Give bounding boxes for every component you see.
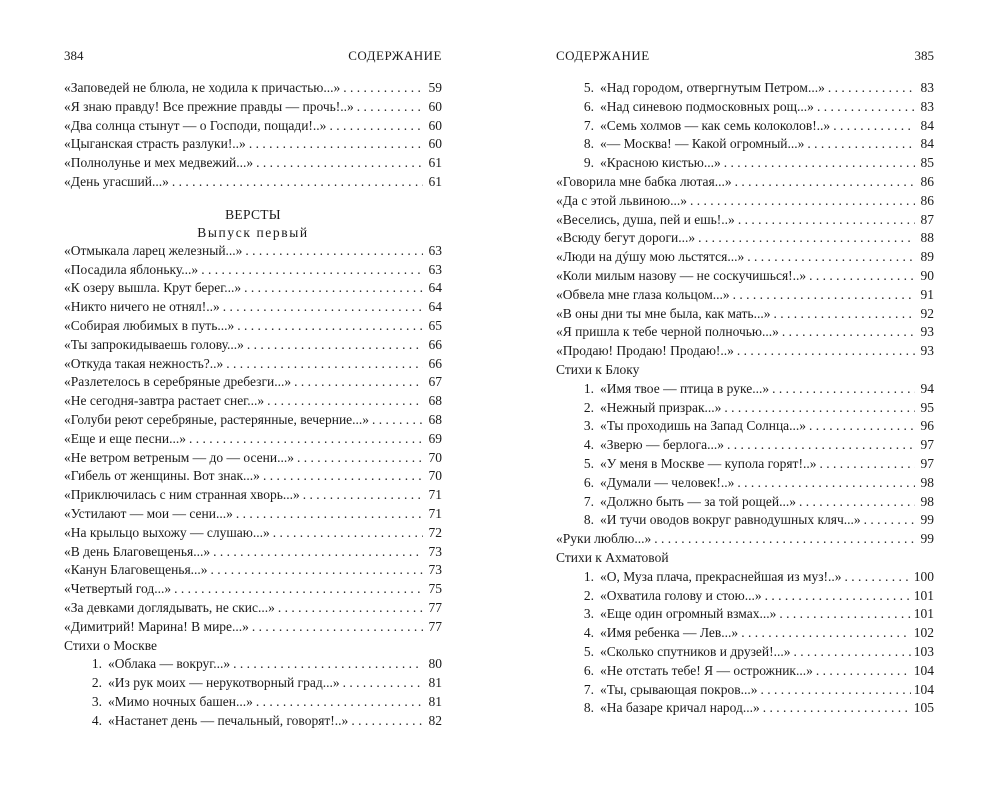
leader-dots <box>773 305 915 324</box>
cycle-title: Стихи к Ахматовой <box>556 549 669 565</box>
entry-page: 64 <box>428 280 442 296</box>
toc-entry <box>64 117 442 136</box>
entry-page: 71 <box>428 505 442 521</box>
leader-dots <box>329 117 423 136</box>
entry-title: «Я знаю правду! Все прежние правды — прочь!..» <box>64 98 354 114</box>
leader-dots <box>733 286 915 305</box>
entry-page: 60 <box>428 117 442 133</box>
toc-entry <box>64 317 442 336</box>
toc-entry <box>64 712 442 731</box>
toc-entry <box>64 355 442 374</box>
entry-title: «Мимо ночных башен...» <box>108 693 253 709</box>
section-subtitle: Выпуск первый <box>197 224 309 240</box>
entry-title: «У меня в Москве — купола горят!..» <box>600 455 817 471</box>
entry-page: 99 <box>920 531 934 547</box>
right-page-header <box>556 48 934 68</box>
leader-dots <box>809 417 915 436</box>
entry-number: 4. <box>91 712 102 728</box>
leader-dots <box>782 323 915 342</box>
entry-title: «Должно быть — за той рощей...» <box>600 493 796 509</box>
entry-page: 95 <box>920 399 934 415</box>
leader-dots <box>799 493 915 512</box>
entry-title: «Еще один огромный взмах...» <box>600 606 777 622</box>
leader-dots <box>833 117 915 136</box>
toc-entry <box>64 449 442 468</box>
leader-dots <box>816 662 911 681</box>
entry-page: 61 <box>428 173 442 189</box>
toc-entry <box>556 530 934 549</box>
entry-title: «В день Благовещенья...» <box>64 543 211 559</box>
leader-dots <box>237 317 423 336</box>
leader-dots <box>864 511 915 530</box>
entry-page: 59 <box>428 80 442 95</box>
toc-entry <box>556 79 934 98</box>
toc-entry <box>64 543 442 562</box>
toc-entry <box>556 474 934 493</box>
leader-dots <box>189 430 423 449</box>
entry-title: «Говорила мне бабка лютая...» <box>556 173 732 189</box>
toc-entry <box>556 455 934 474</box>
entry-title: «Два солнца стынут — о Господи, пощади!..» <box>64 117 327 133</box>
section-title: ВЕРСТЫ <box>225 206 281 222</box>
entry-page: 83 <box>920 98 934 114</box>
entry-page: 93 <box>920 343 934 359</box>
leader-dots <box>256 154 423 173</box>
toc-entry <box>556 605 934 624</box>
leader-dots <box>698 229 915 248</box>
entry-page: 103 <box>913 643 934 659</box>
entry-number: 5. <box>583 455 594 471</box>
entry-number: 8. <box>583 700 594 716</box>
leader-dots <box>735 173 915 192</box>
toc-entry <box>64 599 442 618</box>
toc-list <box>556 380 934 530</box>
toc-entry <box>64 242 442 261</box>
leader-dots <box>807 135 915 154</box>
entry-title: «Облака — вокруг...» <box>108 656 231 672</box>
toc-entry <box>556 305 934 324</box>
entry-page: 68 <box>428 393 442 409</box>
toc-entry <box>556 135 934 154</box>
toc-entry <box>556 229 934 248</box>
cycle-title: Стихи к Блоку <box>556 361 640 377</box>
entry-page: 99 <box>920 512 934 528</box>
toc-entry <box>556 117 934 136</box>
leader-dots <box>654 530 915 549</box>
entry-number: 7. <box>583 117 594 133</box>
entry-page: 102 <box>913 625 934 641</box>
leader-dots <box>343 674 423 693</box>
entry-page: 87 <box>920 211 934 227</box>
left-page-header <box>64 48 442 68</box>
entry-page: 88 <box>920 230 934 246</box>
leader-dots <box>727 436 915 455</box>
leader-dots <box>233 655 423 674</box>
entry-title: «За девками доглядывать, не скис...» <box>64 599 275 615</box>
toc-entry <box>64 373 442 392</box>
leader-dots <box>737 474 915 493</box>
entry-page: 96 <box>920 418 934 434</box>
entry-title: «Руки люблю...» <box>556 531 652 547</box>
entry-number: 3. <box>91 693 102 709</box>
entry-title: «Разлетелось в серебряные дребезги...» <box>64 374 292 390</box>
toc-list <box>556 568 934 718</box>
entry-title: «Еще и еще песни...» <box>64 430 186 446</box>
entry-number: 7. <box>583 493 594 509</box>
leader-dots <box>828 79 915 98</box>
toc-entry <box>556 699 934 718</box>
right-page <box>556 0 934 793</box>
leader-dots <box>213 543 423 562</box>
entry-title: «На базаре кричал народ...» <box>600 700 760 716</box>
entry-page: 84 <box>920 117 934 133</box>
entry-number: 3. <box>583 606 594 622</box>
entry-title: «Над городом, отвергнутым Петром...» <box>600 80 825 95</box>
entry-number: 8. <box>583 136 594 152</box>
toc-entry <box>556 323 934 342</box>
running-head: СОДЕРЖАНИЕ <box>348 48 442 63</box>
entry-page: 63 <box>428 242 442 258</box>
leader-dots <box>351 712 423 731</box>
entry-number: 1. <box>91 656 102 672</box>
entry-page: 98 <box>920 474 934 490</box>
leader-dots <box>738 211 915 230</box>
toc-entry <box>64 154 442 173</box>
leader-dots <box>211 561 423 580</box>
toc-entry <box>64 135 442 154</box>
entry-title: «Имя твое — птица в руке...» <box>600 380 770 396</box>
entry-page: 85 <box>920 155 934 171</box>
toc-entry <box>64 524 442 543</box>
page-number: 384 <box>64 48 84 63</box>
toc-entry <box>64 467 442 486</box>
leader-dots <box>845 568 911 587</box>
entry-number: 8. <box>583 512 594 528</box>
leader-dots <box>247 336 423 355</box>
entry-number: 7. <box>583 681 594 697</box>
toc-entry <box>64 655 442 674</box>
toc-entry <box>64 98 442 117</box>
leader-dots <box>263 467 423 486</box>
toc-list <box>556 173 934 361</box>
toc-list <box>64 242 442 637</box>
entry-page: 100 <box>913 568 934 584</box>
entry-title: «Из рук моих — нерукотворный град...» <box>108 675 340 691</box>
entry-title: «Думали — человек!..» <box>600 474 735 490</box>
toc-entry <box>556 192 934 211</box>
toc-entry <box>64 486 442 505</box>
toc-entry <box>556 681 934 700</box>
entry-title: «Собирая любимых в путь...» <box>64 317 235 333</box>
toc-entry <box>64 298 442 317</box>
entry-title: «Нежный призрак...» <box>600 399 722 415</box>
leader-dots <box>763 699 911 718</box>
leader-dots <box>244 279 423 298</box>
entry-title: «Приключилась с ним странная хворь...» <box>64 487 300 503</box>
leader-dots <box>267 392 423 411</box>
entry-page: 101 <box>913 606 934 622</box>
entry-page: 64 <box>428 299 442 315</box>
toc-list <box>64 655 442 730</box>
toc-entry <box>556 173 934 192</box>
entry-title: «Не сегодня-завтра растает снег...» <box>64 393 265 409</box>
toc-entry <box>556 248 934 267</box>
running-head: СОДЕРЖАНИЕ <box>556 48 650 63</box>
entry-title: «Зверю — берлога...» <box>600 437 725 453</box>
leader-dots <box>794 643 911 662</box>
leader-dots <box>817 98 915 117</box>
entry-title: «Обвела мне глаза кольцом...» <box>556 286 730 302</box>
entry-page: 60 <box>428 136 442 152</box>
entry-page: 73 <box>428 543 442 559</box>
leader-dots <box>772 380 915 399</box>
entry-page: 68 <box>428 411 442 427</box>
entry-page: 75 <box>428 581 442 597</box>
leader-dots <box>278 599 423 618</box>
toc-entry <box>64 674 442 693</box>
toc-entry <box>64 392 442 411</box>
entry-title: «Посадила яблоньку...» <box>64 261 199 277</box>
toc-list <box>556 79 934 173</box>
toc-entry <box>556 286 934 305</box>
entry-page: 97 <box>920 437 934 453</box>
entry-title: «Сколько спутников и друзей!...» <box>600 643 791 659</box>
toc-entry <box>556 417 934 436</box>
toc-entry <box>556 587 934 606</box>
entry-page: 81 <box>428 675 442 691</box>
entry-title: «Коли милым назову — не соскучишься!..» <box>556 267 807 283</box>
leader-dots <box>779 605 910 624</box>
entry-page: 63 <box>428 261 442 277</box>
entry-number: 3. <box>583 418 594 434</box>
toc-entry <box>64 618 442 637</box>
leader-dots <box>297 449 423 468</box>
entry-number: 2. <box>583 399 594 415</box>
toc-entry <box>64 505 442 524</box>
leader-dots <box>372 411 423 430</box>
leader-dots <box>245 242 423 261</box>
toc-entry <box>64 693 442 712</box>
entry-number: 2. <box>91 675 102 691</box>
entry-title: «День угасший...» <box>64 173 169 189</box>
entry-page: 77 <box>428 599 442 615</box>
entry-title: «Охватила голову и стою...» <box>600 587 762 603</box>
entry-page: 67 <box>428 374 442 390</box>
left-page <box>64 0 442 793</box>
leader-dots <box>819 455 915 474</box>
cycle-title: Стихи о Москве <box>64 637 158 653</box>
toc-entry <box>556 380 934 399</box>
entry-title: «Настанет день — печальный, говорят!..» <box>108 712 349 728</box>
entry-number: 5. <box>583 80 594 95</box>
leader-dots <box>761 681 911 700</box>
entry-title: «К озеру вышла. Крут берег...» <box>64 280 242 296</box>
entry-number: 1. <box>583 568 594 584</box>
entry-page: 91 <box>920 286 934 302</box>
toc-entry <box>556 493 934 512</box>
entry-page: 71 <box>428 487 442 503</box>
entry-title: «Ты проходишь на Запад Солнца...» <box>600 418 807 434</box>
entry-title: «Отмыкала ларец железный...» <box>64 242 243 258</box>
entry-title: «Полнолунье и мех медвежий...» <box>64 155 254 171</box>
toc-entry <box>556 568 934 587</box>
entry-title: «Устилают — мои — сени...» <box>64 505 233 521</box>
entry-title: «— Москва! — Какой огромный...» <box>600 136 805 152</box>
entry-page: 73 <box>428 562 442 578</box>
entry-title: «Имя ребенка — Лев...» <box>600 625 739 641</box>
leader-dots <box>357 98 423 117</box>
entry-title: «Над синевою подмосковных рощ...» <box>600 98 814 114</box>
entry-page: 104 <box>913 662 934 678</box>
leader-dots <box>201 261 423 280</box>
entry-number: 4. <box>583 437 594 453</box>
leader-dots <box>741 624 911 643</box>
entry-page: 66 <box>428 336 442 352</box>
toc-entry <box>556 98 934 117</box>
leader-dots <box>765 587 911 606</box>
leader-dots <box>226 355 423 374</box>
entry-page: 84 <box>920 136 934 152</box>
entry-page: 70 <box>428 449 442 465</box>
entry-title: «В оны дни ты мне была, как мать...» <box>556 305 771 321</box>
toc-entry <box>556 624 934 643</box>
toc-entry <box>64 411 442 430</box>
entry-page: 92 <box>920 305 934 321</box>
entry-page: 70 <box>428 468 442 484</box>
toc-entry <box>64 79 442 98</box>
leader-dots <box>343 79 423 98</box>
leader-dots <box>172 173 423 192</box>
entry-title: «Никто ничего не отнял!..» <box>64 299 220 315</box>
entry-title: «Ты, срывающая покров...» <box>600 681 758 697</box>
entry-title: «Веселись, душа, пей и ешь!..» <box>556 211 735 227</box>
entry-page: 81 <box>428 693 442 709</box>
toc-entry <box>556 662 934 681</box>
entry-title: «О, Муза плача, прекраснейшая из муз!..» <box>600 568 842 584</box>
entry-page: 97 <box>920 455 934 471</box>
leader-dots <box>737 342 915 361</box>
entry-title: «Заповедей не блюла, не ходила к причастью...» <box>64 80 341 95</box>
toc-entry <box>556 511 934 530</box>
leader-dots <box>303 486 423 505</box>
toc-entry <box>556 211 934 230</box>
entry-title: «Продаю! Продаю! Продаю!..» <box>556 343 734 359</box>
entry-page: 86 <box>920 173 934 189</box>
entry-number: 9. <box>583 155 594 171</box>
entry-title: «Да с этой львиною...» <box>556 192 687 208</box>
toc-entry <box>556 154 934 173</box>
entry-page: 105 <box>913 700 934 716</box>
entry-number: 6. <box>583 98 594 114</box>
entry-title: «Не отстать тебе! Я — острожник...» <box>600 662 813 678</box>
toc-entry <box>556 267 934 286</box>
toc-entry <box>556 399 934 418</box>
leader-dots <box>724 399 915 418</box>
entry-title: «И тучи оводов вокруг равнодушных кляч...» <box>600 512 861 528</box>
entry-title: «Цыганская страсть разлуки!..» <box>64 136 246 152</box>
leader-dots <box>294 373 423 392</box>
leader-dots <box>724 154 915 173</box>
entry-page: 83 <box>920 80 934 95</box>
entry-page: 61 <box>428 155 442 171</box>
toc-entry <box>64 261 442 280</box>
entry-number: 6. <box>583 662 594 678</box>
entry-page: 89 <box>920 249 934 265</box>
leader-dots <box>256 693 423 712</box>
toc-entry <box>556 643 934 662</box>
entry-page: 69 <box>428 430 442 446</box>
leader-dots <box>690 192 915 211</box>
entry-page: 101 <box>913 587 934 603</box>
entry-title: «Гибель от женщины. Вот знак...» <box>64 468 260 484</box>
entry-number: 6. <box>583 474 594 490</box>
entry-number: 4. <box>583 625 594 641</box>
entry-page: 80 <box>428 656 442 672</box>
toc-entry <box>64 173 442 192</box>
entry-page: 90 <box>920 267 934 283</box>
entry-title: «Я пришла к тебе черной полночью...» <box>556 324 779 340</box>
entry-page: 86 <box>920 192 934 208</box>
entry-page: 93 <box>920 324 934 340</box>
leader-dots <box>809 267 915 286</box>
toc-entry <box>64 580 442 599</box>
entry-page: 72 <box>428 524 442 540</box>
leader-dots <box>236 505 423 524</box>
leader-dots <box>249 135 423 154</box>
entry-title: «На крыльцо выхожу — слушаю...» <box>64 524 270 540</box>
entry-title: «Семь холмов — как семь колоколов!..» <box>600 117 831 133</box>
toc-entry <box>556 436 934 455</box>
entry-title: «Всюду бегут дороги...» <box>556 230 696 246</box>
entry-page: 94 <box>920 380 934 396</box>
entry-title: «Не ветром ветреным — до — осени...» <box>64 449 294 465</box>
toc-entry <box>64 336 442 355</box>
entry-page: 77 <box>428 618 442 634</box>
toc-list <box>64 79 442 192</box>
leader-dots <box>174 580 423 599</box>
entry-title: «Четвертый год...» <box>64 581 172 597</box>
entry-page: 98 <box>920 493 934 509</box>
entry-number: 5. <box>583 643 594 659</box>
leader-dots <box>252 618 423 637</box>
toc-entry <box>64 430 442 449</box>
entry-page: 66 <box>428 355 442 371</box>
entry-number: 2. <box>583 587 594 603</box>
leader-dots <box>273 524 423 543</box>
entry-number: 1. <box>583 380 594 396</box>
entry-title: «Голуби реют серебряные, растерянные, вечерние...» <box>64 411 370 427</box>
entry-page: 60 <box>428 98 442 114</box>
entry-page: 104 <box>913 681 934 697</box>
toc-entry <box>64 561 442 580</box>
entry-title: «Красною кистью...» <box>600 155 721 171</box>
entry-title: «Канун Благовещенья...» <box>64 562 208 578</box>
entry-title: «Ты запрокидываешь голову...» <box>64 336 244 352</box>
entry-page: 65 <box>428 317 442 333</box>
leader-dots <box>747 248 915 267</box>
entry-page: 82 <box>428 712 442 728</box>
leader-dots <box>223 298 423 317</box>
toc-entry <box>556 342 934 361</box>
page-number: 385 <box>914 48 934 63</box>
entry-title: «Димитрий! Марина! В мире...» <box>64 618 249 634</box>
entry-title: «Люди на дýшу мою льстятся...» <box>556 249 745 265</box>
entry-title: «Откуда такая нежность?..» <box>64 355 224 371</box>
toc-entry <box>64 279 442 298</box>
